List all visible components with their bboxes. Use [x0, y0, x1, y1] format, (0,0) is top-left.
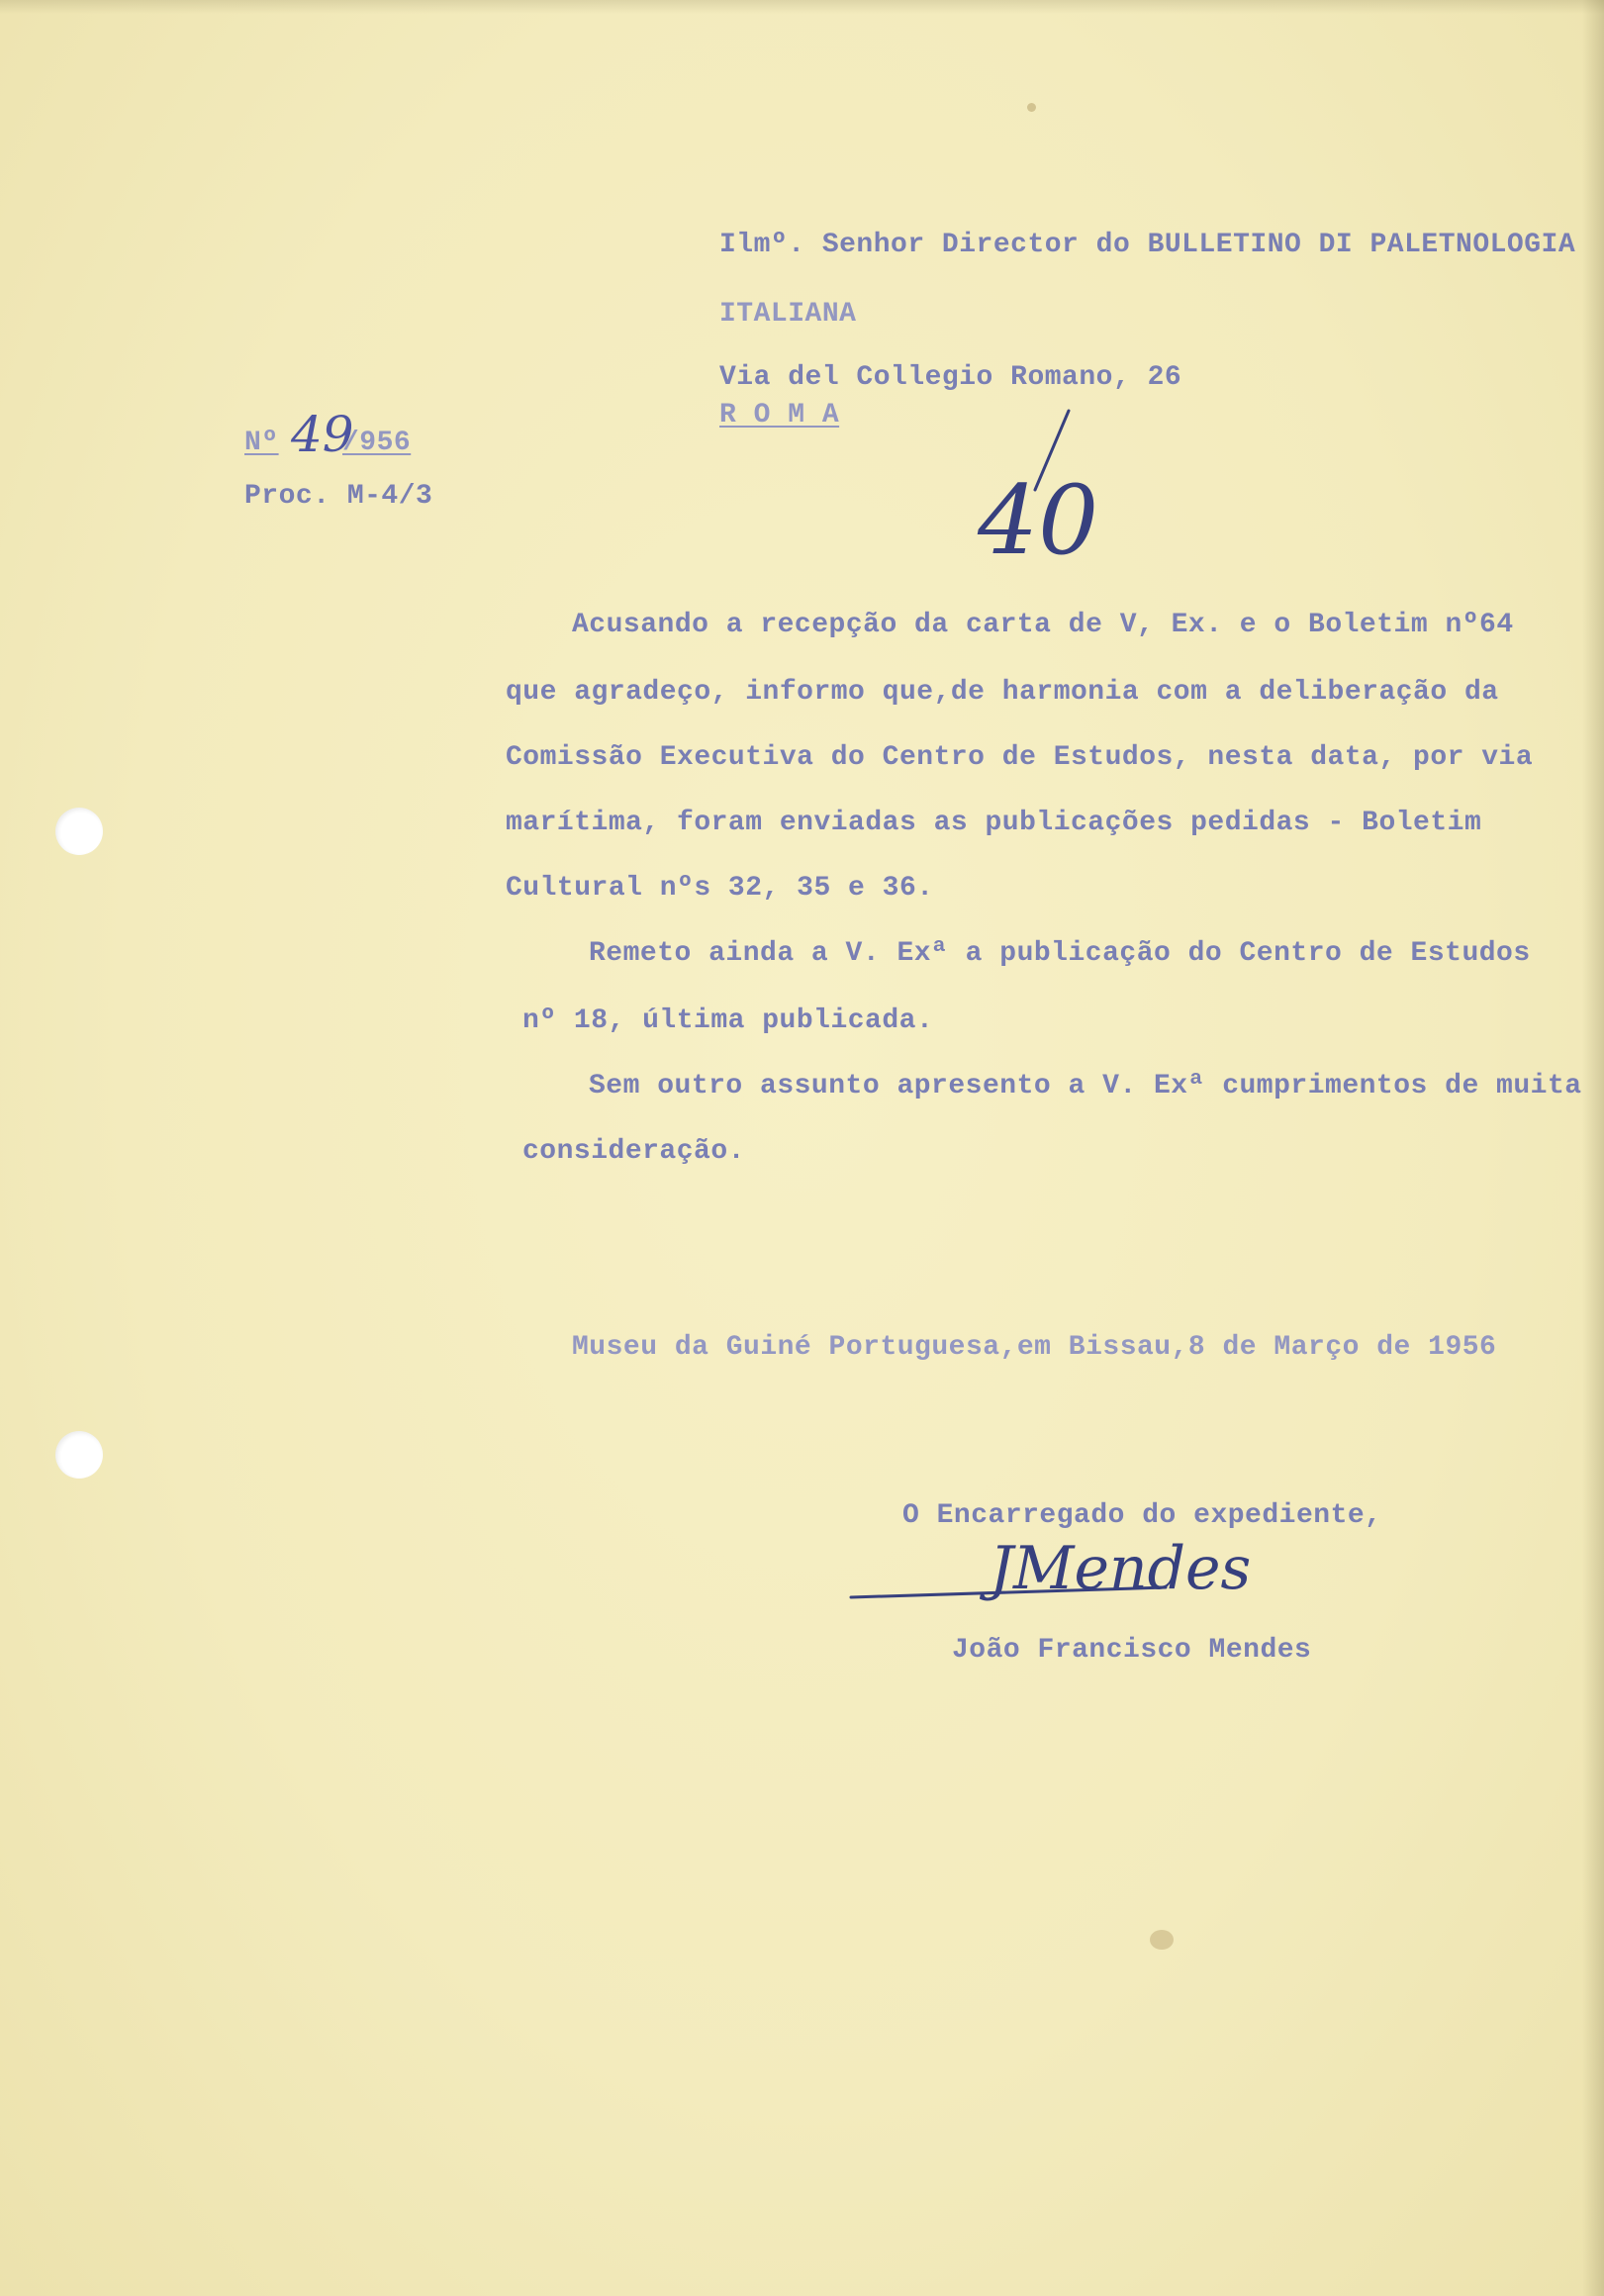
- handwritten-signature: JMendes: [990, 1534, 1252, 1603]
- body-line-2: que agradeço, informo que,de harmonia com a deliberação da: [506, 677, 1499, 708]
- body-line-6: Remeto ainda a V. Exª a publicação do Centro de Estudos: [589, 938, 1531, 969]
- reference-prefix: Nº: [244, 428, 279, 458]
- reference-year: /956: [342, 428, 412, 458]
- reference-number-handwritten: 49: [291, 406, 354, 463]
- body-line-1: Acusando a recepção da carta de V, Ex. e o Boletim nº64: [572, 610, 1514, 640]
- recipient-line-1: Ilmº. Senhor Director do BULLETINO DI PALETNOLOGIA: [719, 230, 1576, 260]
- recipient-line-2: ITALIANA: [719, 299, 857, 330]
- paper-edge-shadow: [1582, 0, 1604, 2296]
- body-line-3: Comissão Executiva do Centro de Estudos, nesta data, por via: [506, 742, 1534, 773]
- body-line-5: Cultural nºs 32, 35 e 36.: [506, 873, 934, 904]
- punch-hole-upper: [55, 808, 103, 855]
- punch-hole-lower: [55, 1431, 103, 1479]
- body-line-8: Sem outro assunto apresento a V. Exª cumprimentos de muita: [589, 1071, 1582, 1101]
- process-reference: Proc. M-4/3: [244, 481, 433, 512]
- signatory-name: João Francisco Mendes: [952, 1635, 1312, 1666]
- recipient-line-3: Via del Collegio Romano, 26: [719, 362, 1182, 393]
- place-and-date: Museu da Guiné Portuguesa,em Bissau,8 de Março de 1956: [572, 1332, 1497, 1363]
- body-line-4: marítima, foram enviadas as publicações pedidas - Boletim: [506, 808, 1482, 838]
- body-line-7: nº 18, última publicada.: [522, 1005, 934, 1036]
- paper-stain-top: [1027, 103, 1036, 112]
- paper-top-shadow: [0, 0, 1604, 14]
- paper-stain-bottom: [1150, 1930, 1174, 1950]
- signature-title: O Encarregado do expediente,: [902, 1500, 1382, 1531]
- handwritten-mark: 40: [978, 465, 1099, 576]
- recipient-city: R O M A: [719, 400, 840, 430]
- body-line-9: consideração.: [522, 1136, 745, 1167]
